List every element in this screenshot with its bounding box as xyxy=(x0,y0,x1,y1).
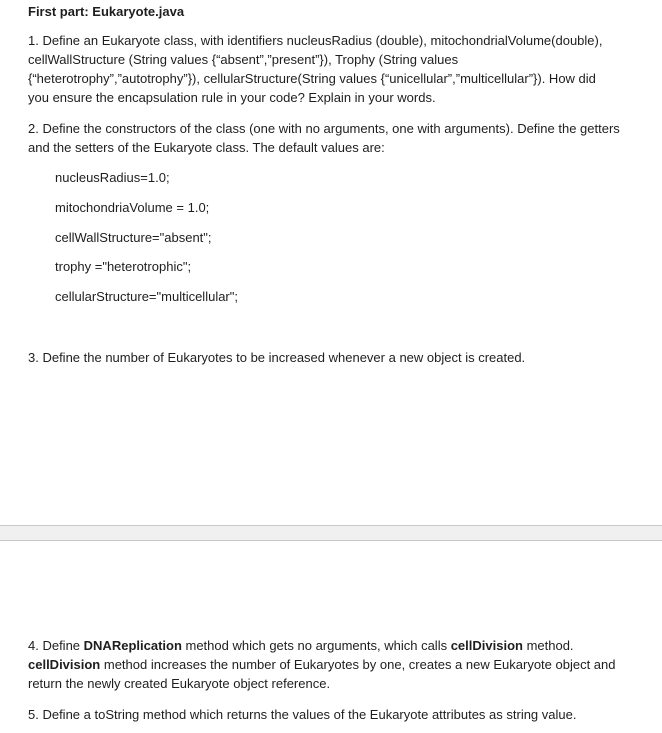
question-5: 5. Define a toString method which returns the values of the Eukaryote attributes as string value. xyxy=(28,707,577,722)
default-value-line: nucleusRadius=1.0; xyxy=(55,170,170,185)
method-name: DNAReplication xyxy=(83,638,182,653)
default-value-line: mitochondriaVolume = 1.0; xyxy=(55,200,210,215)
question-1-line: {“heterotrophy”,”autotrophy”}), cellularStructure(String values {“unicellular”,”multicellular”}). How did xyxy=(28,71,596,86)
method-name: cellDivision xyxy=(450,638,523,653)
question-2-line: and the setters of the Eukaryote class. The default values are: xyxy=(28,140,385,155)
default-value-line: cellWallStructure="absent"; xyxy=(55,230,212,245)
document-title: First part: Eukaryote.java xyxy=(28,4,185,19)
question-1-line: 1. Define an Eukaryote class, with identifiers nucleusRadius (double), mitochondrialVolume(double), xyxy=(28,33,603,48)
question-1 xyxy=(28,31,653,107)
page-break-divider xyxy=(0,525,662,541)
question-1-line: cellWallStructure (String values {“absent”,”present”}), Trophy (String values xyxy=(28,52,459,67)
question-4-line-1: 4. Define DNAReplication method which gets no arguments, which calls cellDivision method. xyxy=(28,638,574,653)
method-name: cellDivision xyxy=(28,657,101,672)
question-2 xyxy=(28,119,653,157)
question-4-line-2: cellDivision method increases the number of Eukaryotes by one, creates a new Eukaryote object and xyxy=(28,657,616,672)
default-value-line: cellularStructure="multicellular"; xyxy=(55,289,238,304)
question-2-line: 2. Define the constructors of the class (one with no arguments, one with arguments). Define the getters xyxy=(28,121,620,136)
question-4 xyxy=(28,636,653,693)
question-1-line: you ensure the encapsulation rule in your code? Explain in your words. xyxy=(28,90,436,105)
question-4-line-3: return the newly created Eukaryote object reference. xyxy=(28,676,331,691)
question-3: 3. Define the number of Eukaryotes to be increased whenever a new object is created. xyxy=(28,350,526,365)
default-value-line: trophy ="heterotrophic"; xyxy=(55,259,192,274)
